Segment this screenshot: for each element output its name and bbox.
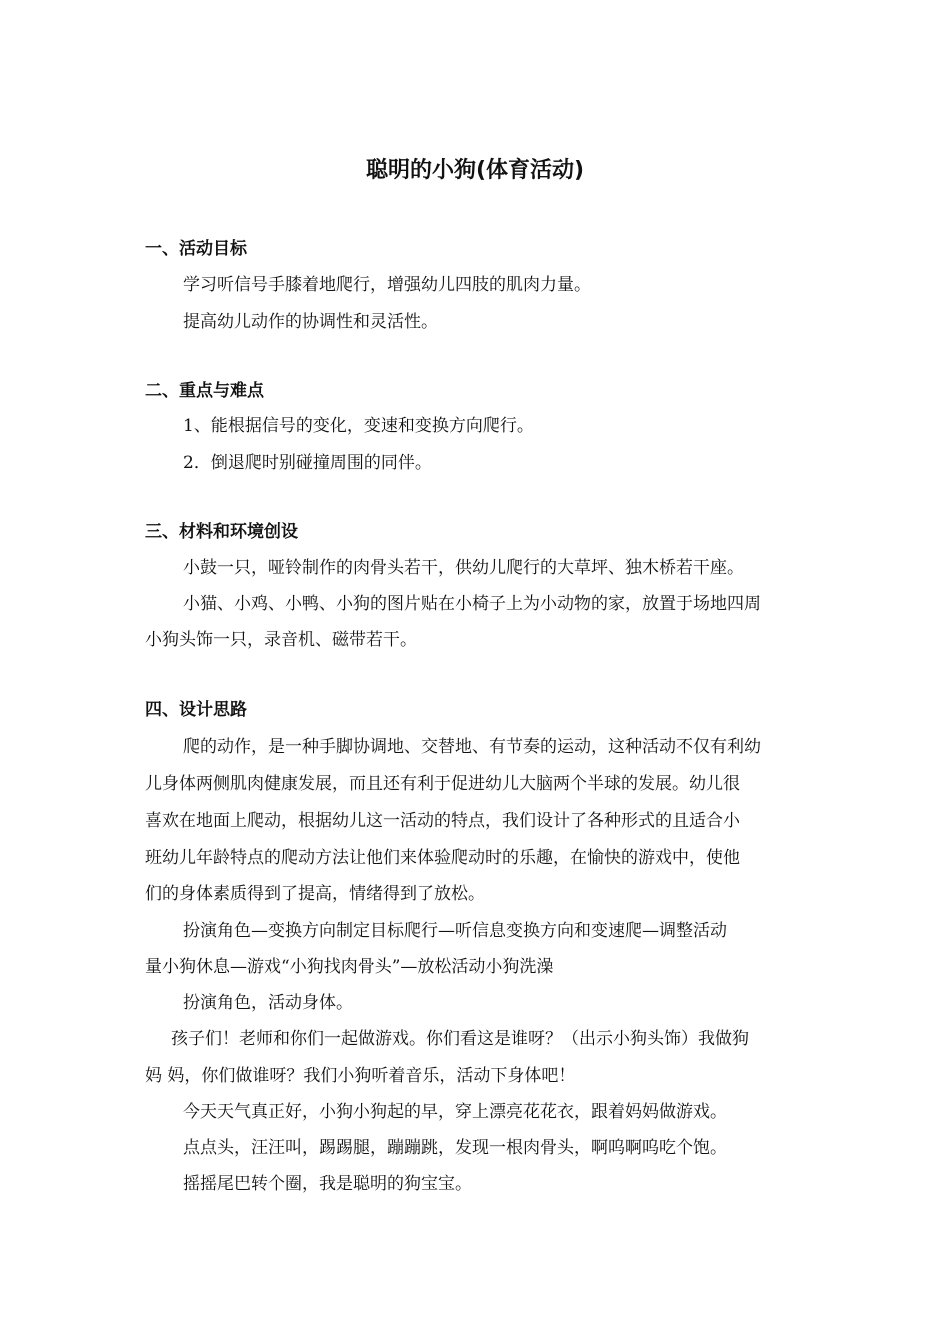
section-heading-key-points: 二、重点与难点 [145, 381, 264, 401]
section-heading-goals: 一、活动目标 [145, 239, 247, 259]
paragraph-line: 学习听信号手膝着地爬行，增强幼儿四肢的肌肉力量。 [183, 275, 591, 295]
paragraph-line: 们的身体素质得到了提高，情绪得到了放松。 [145, 884, 485, 904]
paragraph-line: 小猫、小鸡、小鸭、小狗的图片贴在小椅子上为小动物的家，放置于场地四周 [183, 594, 761, 614]
paragraph-line: 今天天气真正好，小狗小狗起的早，穿上漂亮花花衣，跟着妈妈做游戏。 [183, 1102, 727, 1122]
paragraph-line: 喜欢在地面上爬动，根据幼儿这一活动的特点，我们设计了各种形式的且适合小 [145, 811, 740, 831]
document-title: 聪明的小狗(体育活动) [365, 158, 585, 183]
paragraph-line: 班幼儿年龄特点的爬动方法让他们来体验爬动时的乐趣，在愉快的游戏中，使他 [145, 848, 740, 868]
paragraph-line: 扮演角色—变换方向制定目标爬行—听信息变换方向和变速爬—调整活动 [183, 921, 727, 941]
paragraph-line: 爬的动作，是一种手脚协调地、交替地、有节奏的运动，这种活动不仅有利幼 [183, 737, 761, 757]
paragraph-line: 点点头，汪汪叫，踢踢腿，蹦蹦跳，发现一根肉骨头，啊呜啊呜吃个饱。 [183, 1138, 727, 1158]
paragraph-line: 小狗头饰一只，录音机、磁带若干。 [145, 630, 417, 650]
section-heading-design: 四、设计思路 [145, 700, 247, 720]
paragraph-line: 提高幼儿动作的协调性和灵活性。 [183, 312, 438, 332]
paragraph-line: 小鼓一只，哑铃制作的肉骨头若干，供幼儿爬行的大草坪、独木桥若干座。 [183, 558, 744, 578]
paragraph-line: 量小狗休息—游戏“小狗找肉骨头”—放松活动小狗洗澡 [145, 957, 554, 977]
paragraph-line: 孩子们！老师和你们一起做游戏。你们看这是谁呀？（出示小狗头饰）我做狗 [171, 1029, 749, 1049]
paragraph-line: 2．倒退爬时别碰撞周围的同伴。 [183, 453, 432, 473]
paragraph-line: 1、能根据信号的变化，变速和变换方向爬行。 [183, 416, 534, 436]
paragraph-line: 妈 妈，你们做谁呀？我们小狗听着音乐，活动下身体吧！ [145, 1066, 576, 1086]
section-heading-materials: 三、材料和环境创设 [145, 522, 298, 542]
paragraph-line: 摇摇尾巴转个圈，我是聪明的狗宝宝。 [183, 1174, 472, 1194]
paragraph-line: 扮演角色，活动身体。 [183, 993, 353, 1013]
paragraph-line: 儿身体两侧肌肉健康发展，而且还有利于促进幼儿大脑两个半球的发展。幼儿很 [145, 774, 740, 794]
